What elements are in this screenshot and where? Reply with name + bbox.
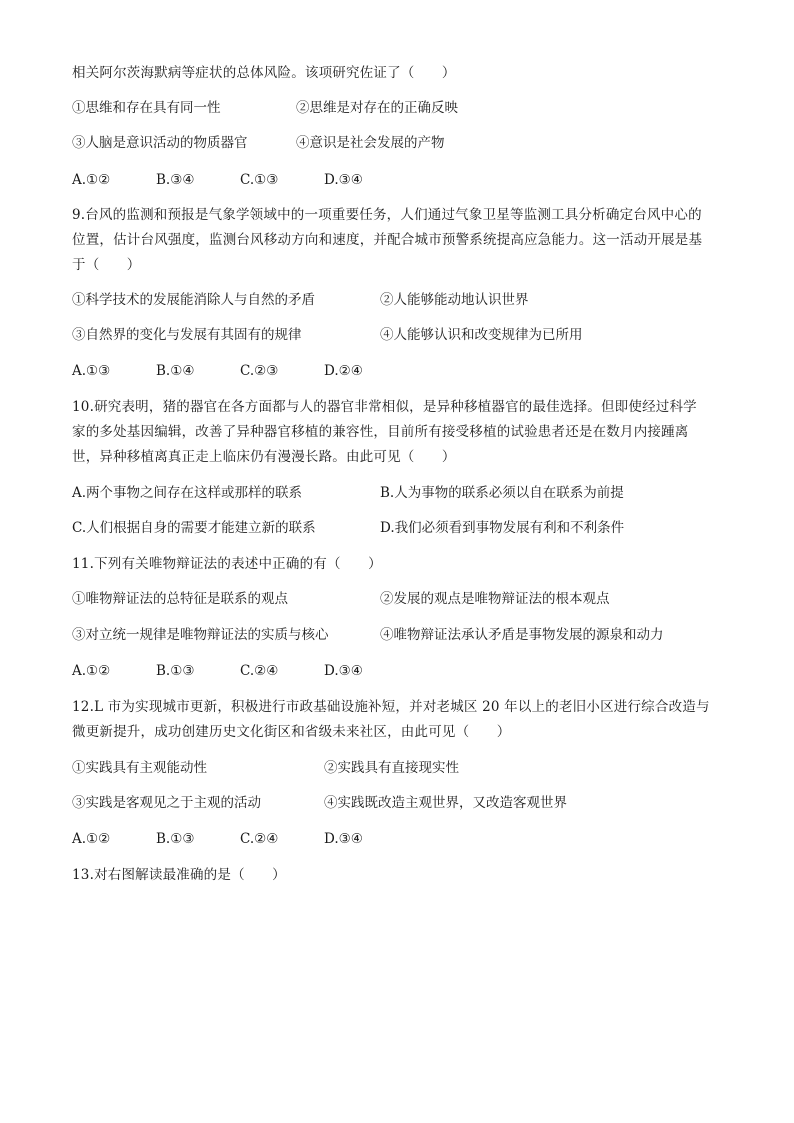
question-9-line-1: 9.台风的监测和预报是气象学领域中的一项重要任务，人们通过气象卫星等监测工具分析确定台风中心的 bbox=[72, 207, 702, 223]
answer-b: B.③④ bbox=[156, 172, 195, 188]
option-a: A.两个事物之间存在这样或那样的联系 bbox=[72, 485, 303, 501]
question-9-line-2: 位置，估计台风强度，监测台风移动方向和速度，并配合城市预警系统提高应急能力。这一活动开展是基 bbox=[72, 232, 703, 248]
option-b: B.人为事物的联系必须以自在联系为前提 bbox=[380, 485, 624, 501]
answer-d: D.②④ bbox=[324, 363, 363, 379]
answer-a: A.①② bbox=[72, 663, 111, 679]
option-2: ②实践具有直接现实性 bbox=[324, 760, 459, 776]
option-2: ②发展的观点是唯物辩证法的根本观点 bbox=[380, 591, 610, 607]
option-3: ③自然界的变化与发展有其固有的规律 bbox=[72, 327, 302, 343]
option-1: ①唯物辩证法的总特征是联系的观点 bbox=[72, 591, 288, 607]
answer-c: C.①③ bbox=[240, 172, 279, 188]
answer-b: B.①③ bbox=[156, 663, 195, 679]
option-1: ①思维和存在具有同一性 bbox=[72, 100, 221, 116]
option-4: ④唯物辩证法承认矛盾是事物发展的源泉和动力 bbox=[380, 627, 664, 643]
option-1: ①实践具有主观能动性 bbox=[72, 760, 207, 776]
answer-c: C.②④ bbox=[240, 831, 279, 847]
answer-d: D.③④ bbox=[324, 831, 363, 847]
answer-a: A.①② bbox=[72, 172, 111, 188]
option-3: ③人脑是意识活动的物质器官 bbox=[72, 135, 248, 151]
answer-d: D.③④ bbox=[324, 172, 363, 188]
question-8-text: 相关阿尔茨海默病等症状的总体风险。该项研究佐证了（ ） bbox=[72, 65, 456, 81]
option-c: C.人们根据自身的需要才能建立新的联系 bbox=[72, 520, 316, 536]
answer-c: C.②③ bbox=[240, 363, 279, 379]
option-4: ④实践既改造主观世界，又改造客观世界 bbox=[324, 795, 567, 811]
question-10-line-2: 家的多处基因编辑，改善了异种器官移植的兼容性，目前所有接受移植的试验患者还是在数月内接踵离 bbox=[72, 424, 689, 440]
question-12-line-1: 12.L 市为实现城市更新，积极进行市政基础设施补短，并对老城区 20 年以上的老旧小区进行综合改造与 bbox=[72, 699, 710, 715]
answer-d: D.③④ bbox=[324, 663, 363, 679]
option-2: ②思维是对存在的正确反映 bbox=[296, 100, 458, 116]
option-4: ④意识是社会发展的产物 bbox=[296, 135, 445, 151]
question-13-text: 13.对右图解读最准确的是（ ） bbox=[72, 867, 286, 883]
question-11-text: 11.下列有关唯物辩证法的表述中正确的有（ ） bbox=[72, 556, 382, 572]
option-3: ③实践是客观见之于主观的活动 bbox=[72, 795, 261, 811]
answer-c: C.②④ bbox=[240, 663, 279, 679]
option-2: ②人能够能动地认识世界 bbox=[380, 292, 529, 308]
answer-a: A.①② bbox=[72, 831, 111, 847]
answer-b: B.①④ bbox=[156, 363, 195, 379]
question-10-line-3: 世，异种移植离真正走上临床仍有漫漫长路。由此可见（ ） bbox=[72, 449, 456, 465]
question-9-line-3: 于（ ） bbox=[72, 257, 141, 273]
question-12-line-2: 微更新提升，成功创建历史文化街区和省级未来社区，由此可见（ ） bbox=[72, 724, 511, 740]
option-3: ③对立统一规律是唯物辩证法的实质与核心 bbox=[72, 627, 329, 643]
answer-b: B.①③ bbox=[156, 831, 195, 847]
question-10-line-1: 10.研究表明，猪的器官在各方面都与人的器官非常相似，是异种移植器官的最佳选择。但即使经过科学 bbox=[72, 399, 697, 415]
option-d: D.我们必须看到事物发展有利和不利条件 bbox=[380, 520, 625, 536]
option-4: ④人能够认识和改变规律为已所用 bbox=[380, 327, 583, 343]
answer-a: A.①③ bbox=[72, 363, 111, 379]
option-1: ①科学技术的发展能消除人与自然的矛盾 bbox=[72, 292, 315, 308]
